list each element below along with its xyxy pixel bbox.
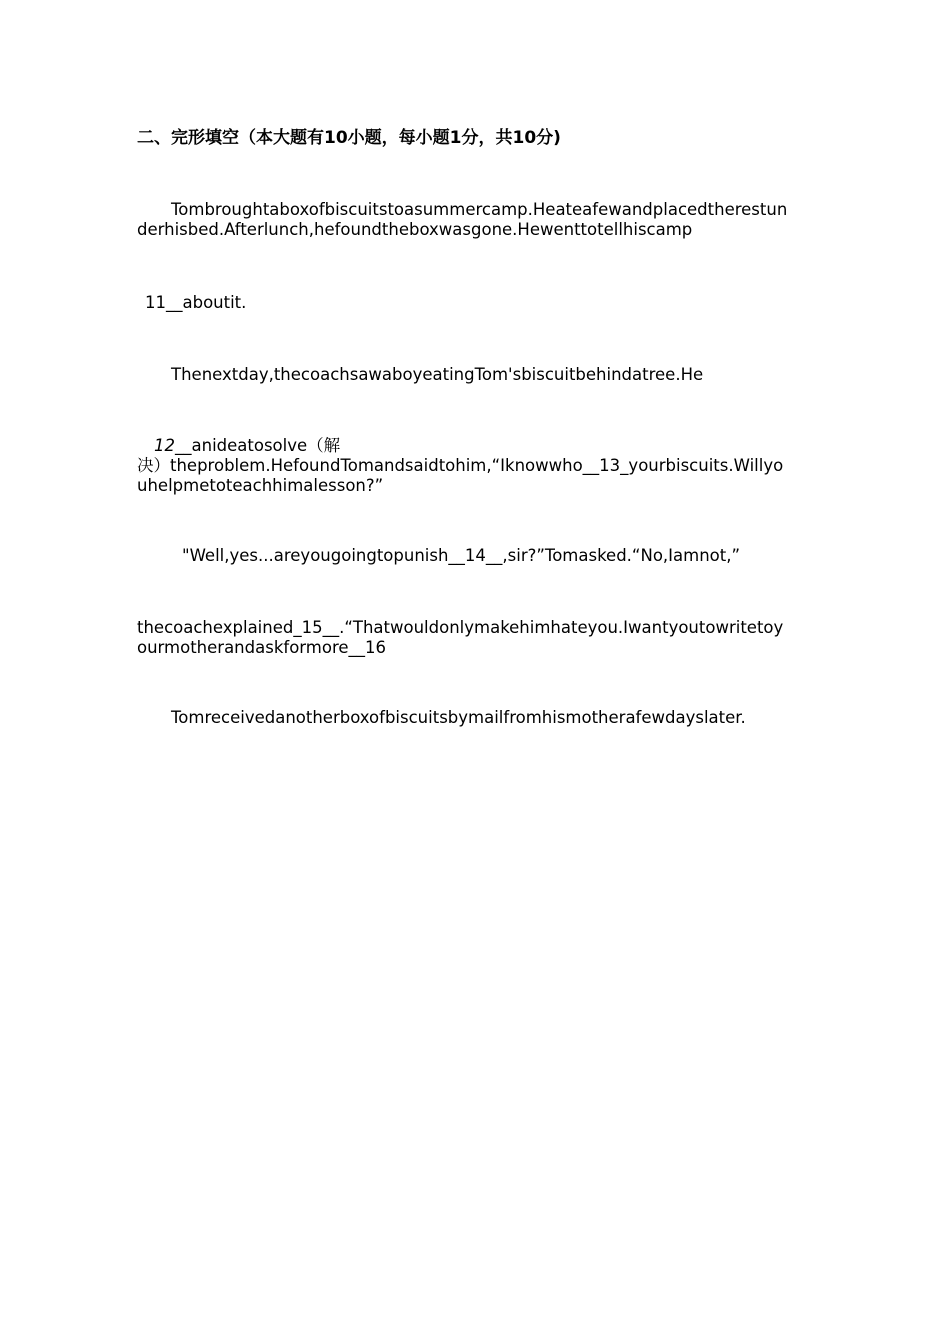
section-heading: 二、完形填空（本大题有10小题，每小题1分，共10分): [137, 128, 561, 148]
passage-line: "Well,yes...areyougoingtopunish__14__,sir?”Tomasked.“No,Iamnot,”: [182, 546, 741, 565]
passage-line: [154, 436, 340, 456]
blank-number: 12: [154, 436, 175, 455]
passage-line: 决）theproblem.HefoundTomandsaidtohim,“Iknowwho__13_yourbiscuits.Willyo: [137, 456, 784, 475]
passage-line: derhisbed.Afterlunch,hefoundtheboxwasgone.Hewenttotellhiscamp: [137, 220, 693, 239]
passage-line: uhelpmetoteachhimalesson?”: [137, 476, 384, 495]
passage-text: __anideatosolve（解: [175, 436, 341, 455]
passage-line: Tomreceivedanotherboxofbiscuitsbymailfromhismotherafewdayslater.: [171, 708, 746, 727]
passage-line: thecoachexplained_15__.“Thatwouldonlymakehimhateyou.Iwantyoutowritetoy: [137, 618, 784, 637]
passage-line: ourmotherandaskformore__16: [137, 638, 387, 657]
passage-line: Thenextday,thecoachsawaboyeatingTom'sbiscuitbehindatree.He: [171, 365, 704, 384]
passage-line: 11__aboutit.: [145, 293, 247, 312]
passage-line: Tombroughtaboxofbiscuitstoasummercamp.Heateafewandplacedtherestun: [171, 200, 788, 219]
